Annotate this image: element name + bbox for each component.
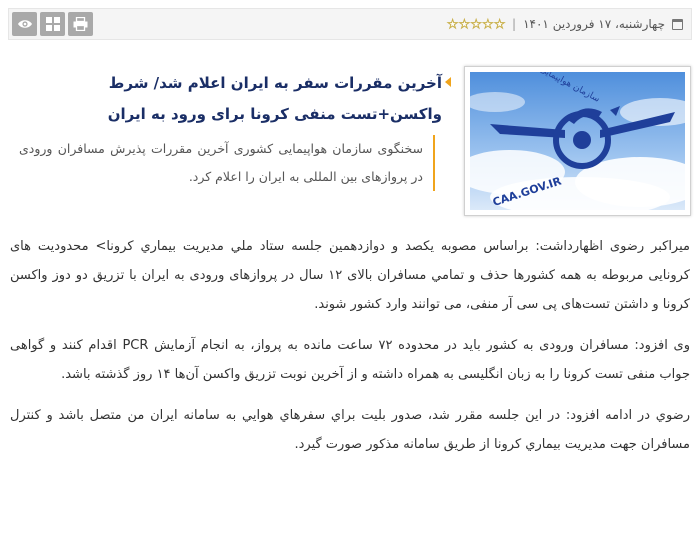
star-icon[interactable]: ★ bbox=[494, 17, 506, 31]
article-paragraph: رضوي در ادامه افزود: در اين جلسه مقرر شد، صدور بليت براي سفرهاي هوايي به سامانه ایران من متصل باشد و کنترل مسافران جهت مديريت بيماري كرونا از طريق سامانه مذكور صورت گيرد. bbox=[10, 408, 690, 452]
star-icon[interactable]: ★ bbox=[470, 17, 482, 31]
print-icon bbox=[73, 17, 88, 31]
rating-stars[interactable] bbox=[447, 18, 505, 30]
print-button[interactable] bbox=[68, 12, 93, 36]
title-marker-icon bbox=[445, 77, 451, 87]
publish-date: چهارشنبه، ۱۷ فروردین ۱۴۰۱ bbox=[523, 17, 665, 31]
article-paragraph: وی افزود: مسافران ورودی به کشور باید در محدوده ۷۲ ساعت مانده به پرواز، به انجام آزمایش PCR اقدام کنند و گواهی جواب منفی تست کرونا را به زبان انگلیسی به همراه داشته و از آخرین نوبت تزریق واکسن آن‌ها ۱۴ روز گذشته باشد. bbox=[10, 338, 690, 382]
view-button[interactable] bbox=[12, 12, 37, 36]
star-icon[interactable]: ★ bbox=[458, 17, 470, 31]
article-title: آخرین مقررات سفر به ایران اعلام شد/ شرط واکسن+تست منفی کرونا برای ورود به ایران bbox=[107, 74, 442, 123]
grid-icon bbox=[46, 17, 60, 31]
article-meta bbox=[447, 9, 683, 39]
meta-separator: | bbox=[512, 17, 517, 31]
layout-button[interactable] bbox=[40, 12, 65, 36]
eye-icon bbox=[17, 18, 33, 30]
star-icon[interactable]: ★ bbox=[482, 17, 494, 31]
calendar-icon bbox=[672, 19, 683, 30]
article-paragraph: میراکبر رضوی اظهارداشت: براساس مصوبه یکصد و دوازدهمین جلسه ستاد ملي مديريت بيماري كرونا> محدودیت های کرونایی مربوطه به همه کشورها حذف و تمامي مسافران بالای ۱۲ سال در پروازهای ورودی به ایران با تزریق دو دوز واکسن کرونا و داشتن تست‌های پی سی آر منفی، می توانند وارد کشور شوند. bbox=[10, 239, 690, 312]
star-icon[interactable]: ★ bbox=[447, 17, 458, 31]
article-meta-bar bbox=[8, 8, 692, 40]
article-lead-image[interactable] bbox=[464, 66, 691, 216]
article-tools bbox=[12, 12, 93, 36]
article-body bbox=[10, 232, 690, 471]
article-summary: سخنگوی سازمان هواپیمایی کشوری آخرین مقررات پذیرش مسافران ورودی در پروازهای بین المللی به ایران را اعلام کرد. bbox=[19, 135, 435, 191]
svg-text:CAA.GOV.IR: CAA.GOV.IR bbox=[490, 174, 563, 209]
